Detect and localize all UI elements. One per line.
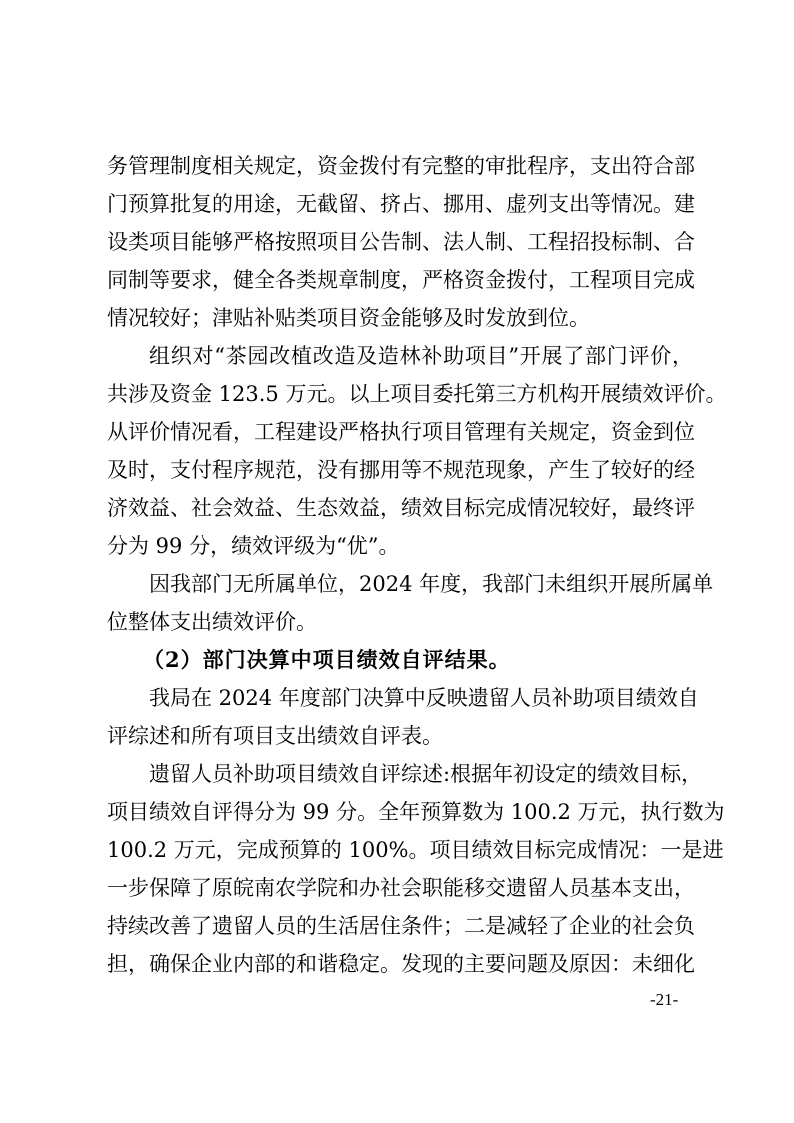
text-line: 遗留人员补助项目绩效自评综述:根据年初设定的绩效目标，: [149, 762, 703, 786]
text-line: 及时，支付程序规范，没有挪用等不规范现象，产生了较好的经: [107, 458, 695, 482]
text-line: 设类项目能够严格按照项目公告制、法人制、工程招投标制、合: [107, 230, 695, 254]
text-line: 因我部门无所属单位，2024 年度，我部门未组织开展所属单: [149, 572, 714, 596]
paragraph: [107, 337, 727, 565]
text-line: 我局在 2024 年度部门决算中反映遗留人员补助项目绩效自: [149, 686, 699, 710]
text-line: 项目绩效自评得分为 99 分。全年预算数为 100.2 万元，执行数为: [107, 800, 725, 824]
text-line: 分为 99 分，绩效评级为“优”。: [107, 534, 400, 558]
text-line: 济效益、社会效益、生态效益，绩效目标完成情况较好，最终评: [107, 496, 695, 520]
text-line: 100.2 万元，完成预算的 100%。项目绩效目标完成情况：一是进: [107, 838, 724, 862]
section-heading: [107, 641, 693, 679]
paragraph: [107, 147, 693, 337]
document-body: [107, 147, 727, 983]
page-number: -21-: [650, 990, 679, 1009]
paragraph: [107, 679, 699, 755]
text-line: 一步保障了原皖南农学院和办社会职能移交遗留人员基本支出，: [107, 876, 695, 900]
text-line: （2）部门决算中项目绩效自评结果。: [143, 647, 511, 672]
text-line: 共涉及资金 123.5 万元。以上项目委托第三方机构开展绩效评价。: [107, 382, 727, 406]
text-line: 门预算批复的用途，无截留、挤占、挪用、虚列支出等情况。建: [107, 192, 695, 216]
text-line: 从评价情况看，工程建设严格执行项目管理有关规定，资金到位: [107, 420, 695, 444]
text-line: 情况较好；津贴补贴类项目资金能够及时发放到位。: [107, 306, 590, 330]
text-line: 务管理制度相关规定，资金拨付有完整的审批程序，支出符合部: [107, 154, 695, 178]
text-line: 担，确保企业内部的和谐稳定。发现的主要问题及原因：未细化: [107, 952, 695, 976]
paragraph: [107, 565, 714, 641]
paragraph: [107, 755, 725, 983]
text-line: 组织对“茶园改植改造及造林补助项目”开展了部门评价，: [149, 344, 693, 368]
text-line: 持续改善了遗留人员的生活居住条件；二是减轻了企业的社会负: [107, 914, 695, 938]
text-line: 同制等要求，健全各类规章制度，严格资金拨付，工程项目完成: [107, 268, 695, 292]
text-line: 位整体支出绩效评价。: [107, 610, 317, 634]
text-line: 评综述和所有项目支出绩效自评表。: [107, 724, 443, 748]
